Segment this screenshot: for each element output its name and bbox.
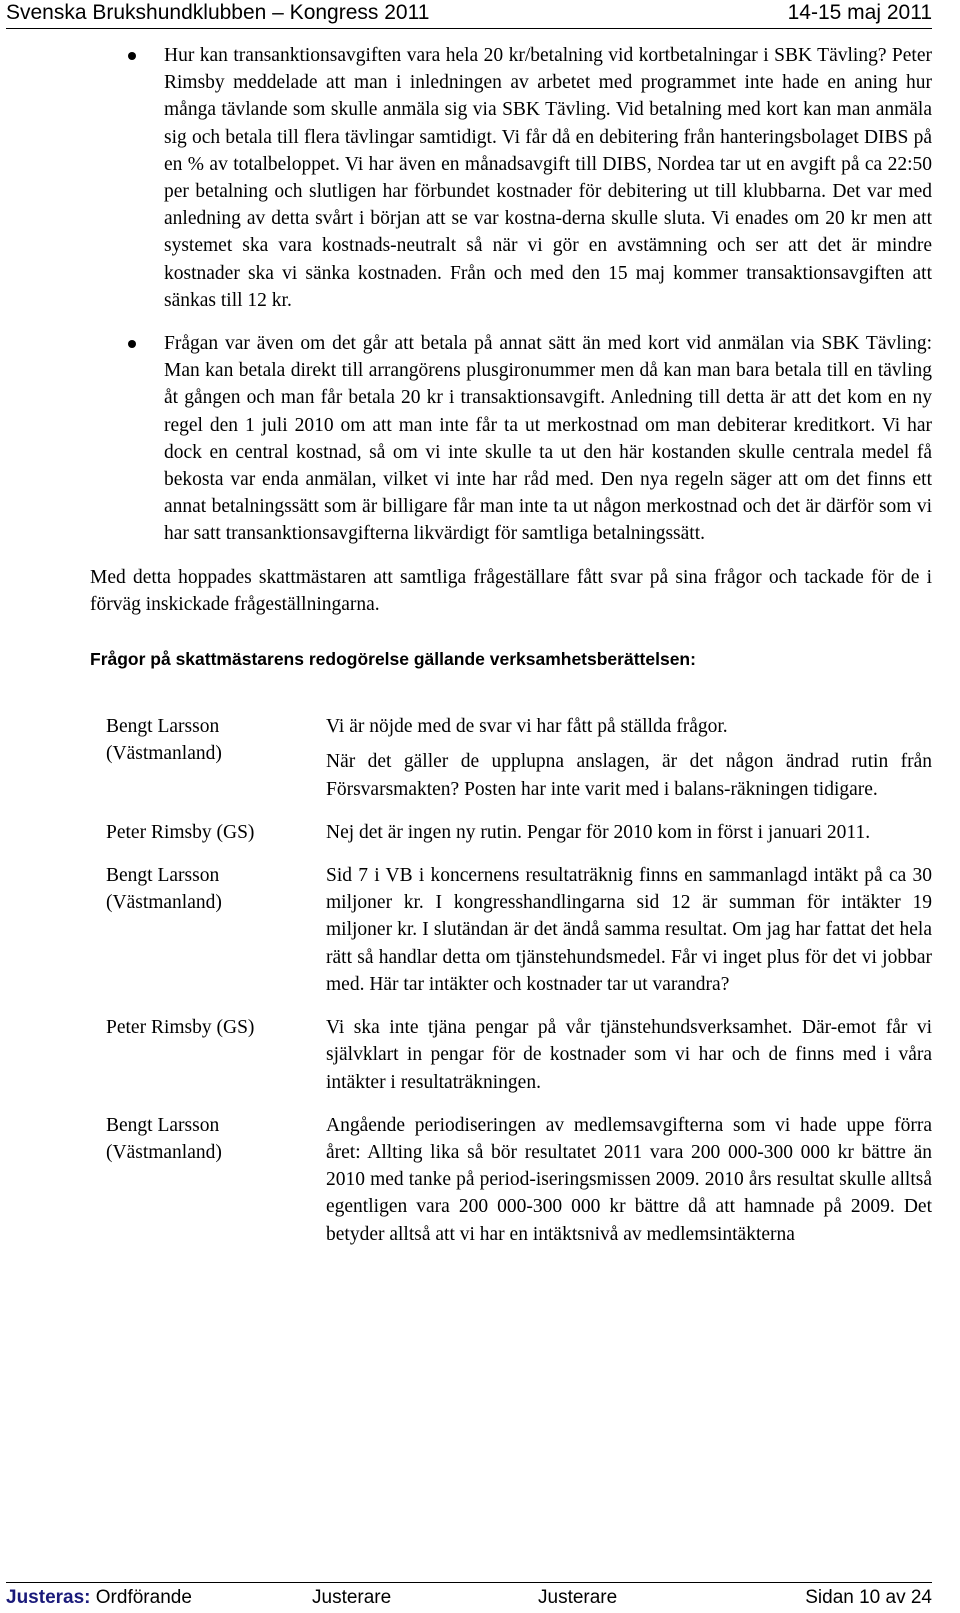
bullet-item [0, 330, 932, 548]
header-date: 14-15 maj 2011 [787, 1, 932, 24]
qa-paragraph: Vi är nöjde med de svar vi har fått på ställda frågor. [326, 716, 728, 738]
qa-text [326, 862, 932, 1006]
section-heading: Frågor på skattmästarens redogörelse gällande verksamhetsberättelsen: [90, 649, 696, 670]
qa-speaker: Bengt Larsson (Västmanland) [106, 716, 222, 765]
footer-justerare-2: Justerare [538, 1587, 618, 1608]
qa-paragraph: Vi ska inte tjäna pengar på vår tjänstehundsverksamhet. Där-emot får vi självklart in pengar för de kostnader som vi har och de finns med i våra intäkter i resultaträkningen. [326, 1017, 932, 1093]
footer-justerare-1: Justerare [312, 1587, 392, 1608]
bullet-list [90, 42, 932, 548]
qa-text [326, 819, 932, 854]
qa-row [106, 819, 932, 854]
document-body [90, 42, 932, 1264]
qa-speaker: Peter Rimsby (GS) [106, 821, 255, 843]
header-title: Svenska Brukshundklubben – Kongress 2011 [6, 1, 430, 24]
footer-justeras-label: Justeras: [6, 1587, 91, 1608]
qa-speaker: Peter Rimsby (GS) [106, 1017, 255, 1039]
bullet-text: Hur kan transanktionsavgiften vara hela 20 kr/betalning vid kortbetalningar i SBK Tävling? Peter Rimsby meddelade att man i inledningen av arbetet med programmet inte hade en aning hur många tävlande som skulle anmäla sig via SBK Tävling. Vid betalning med kort kan man anmäla sig och betala till flera tävlingar samtidigt. Vi får då en debitering från hanteringsbolaget DIBS på en % av totalbeloppet. Vi har även en månadsavgift till DIBS, Nordea tar ut en avgift på ca 22:50 per betalning och slutligen har förbundet kostnader för debitering ut till klubbarna. Det var med anledning av detta svårt i början att se var kostna-derna skulle sluta. Vi enades om 20 kr men att systemet ska vara kostnads-neutralt så när vi gör en avstämning och ser att det är mindre kostnader ska vi sänka kostnaden. Från och med den 15 maj kommer transaktionsavgiften att sänkas till 12 kr. [164, 45, 932, 311]
footer-ordforande: Ordförande [95, 1587, 192, 1608]
qa-paragraph: Angående periodiseringen av medlemsavgifterna som vi hade uppe förra året: Allting lika så bör resultatet 2011 vara 200 000-300 000 kr bättre än 2010 med tanke på period-iseringsmissen 2009. 2010 års resultat skulle alltså egentligen vara 200 000-300 000 kr bättre då att hamnade på 2009. Det betyder alltså att vi har en intäktsnivå av medlemsintäkterna [326, 1114, 932, 1245]
qa-section [90, 713, 932, 1255]
qa-row [106, 1112, 932, 1256]
qa-speaker: Bengt Larsson (Västmanland) [106, 865, 222, 914]
qa-text [326, 713, 932, 811]
page-footer [6, 1582, 932, 1613]
qa-text [326, 1014, 932, 1104]
qa-row [106, 1014, 932, 1104]
bullet-icon [128, 340, 136, 348]
qa-paragraph: Sid 7 i VB i koncernens resultaträknig finns en sammanlagd intäkt på ca 30 miljoner kr. I kongresshandlingarna sid 12 är summan för intäkter 19 miljoner kr. I slutändan är det ändå samma resultat. Om jag har fattat det hela rätt så handlar detta om tjänstehundsmedel. Får vi inget plus för det vi jobbar med. Här tar intäkter och kostnader tar ut varandra? [326, 865, 932, 995]
qa-row [106, 713, 932, 811]
bullet-text: Frågan var även om det går att betala på annat sätt än med kort vid anmälan via SBK Tävling: Man kan betala direkt till arrangörens plusgironummer men då kan man bara betala till en tävling åt gången och man får betala 20 kr i transaktionsavgift. Anledning till detta är att det kom en ny regel den 1 juli 2010 om att man inte får ta ut merkostnad om man debiterar kreditkort. Vi har dock en central kostnad, så om vi inte skulle ta ut den här kostanden skulle centrala medel få bekosta var enda anmälan, vilket vi inte har råd med. Den nya regeln säger att om det finns ett annat betalningssätt som är billigare får man inte ta ut någon merkostnad och det är därför som vi har satt transanktionsavgifterna likvärdigt för samtliga betalningssätt. [164, 333, 932, 545]
footer-page-number: Sidan 10 av 24 [805, 1587, 932, 1608]
footer-justeras [6, 1587, 312, 1609]
qa-speaker: Bengt Larsson (Västmanland) [106, 1114, 222, 1163]
bullet-item [0, 42, 932, 314]
qa-paragraph: När det gäller de upplupna anslagen, är det någon ändrad rutin från Försvarsmakten? Posten har inte varit med i balans-räkningen tidigare. [326, 751, 932, 800]
closing-paragraph: Med detta hoppades skattmästaren att samtliga frågeställare fått svar på sina frågor och tackade för de i förväg inskickade frågeställningarna. [90, 566, 932, 615]
qa-text [326, 1112, 932, 1256]
bullet-icon [128, 52, 136, 60]
page-header [6, 0, 932, 29]
qa-paragraph: Nej det är ingen ny rutin. Pengar för 2010 kom in först i januari 2011. [326, 821, 871, 843]
qa-row [106, 862, 932, 1006]
